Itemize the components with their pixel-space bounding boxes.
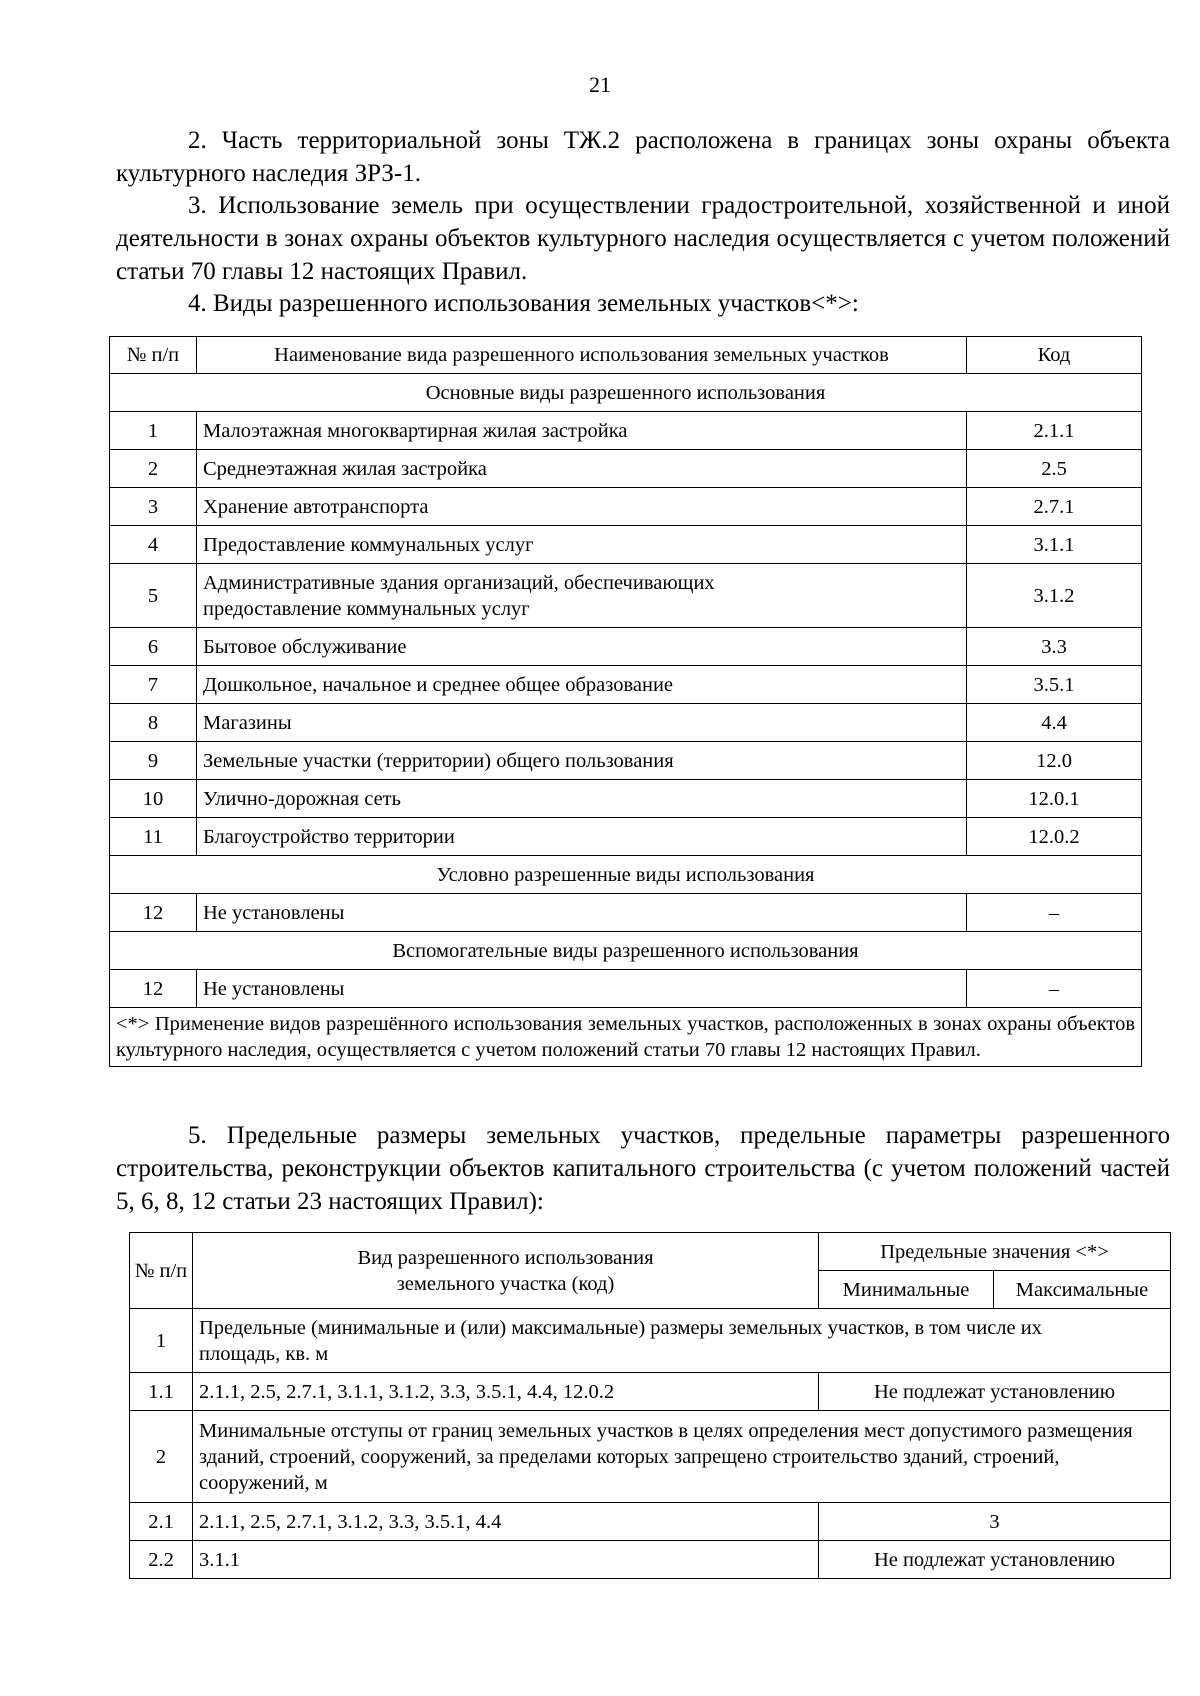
land-use-types-table bbox=[109, 336, 1142, 1067]
row-num: 2.1 bbox=[130, 1503, 193, 1541]
row-code: 4.4 bbox=[967, 704, 1142, 742]
row-name: Благоустройство территории bbox=[197, 818, 967, 856]
header-min: Минимальные bbox=[819, 1271, 994, 1309]
row-value: Не подлежат установлению bbox=[819, 1373, 1171, 1411]
table-row bbox=[110, 450, 1142, 488]
row-code: – bbox=[967, 970, 1142, 1008]
section-row bbox=[110, 932, 1142, 970]
section-auxiliary-title: Вспомогательные виды разрешенного использования bbox=[110, 932, 1142, 970]
row-code: 3.3 bbox=[967, 628, 1142, 666]
paragraph-2-text: 2. Часть территориальной зоны ТЖ.2 расположена в границах зоны охраны объекта культурного наследия ЗРЗ-1. bbox=[116, 127, 1170, 187]
row-text: Минимальные отступы от границ земельных участков в целях определения мест допустимого размещения зданий, строений, сооружений, за пределами которых запрещено строительство зданий, строений, сооружений, м bbox=[193, 1411, 1171, 1503]
paragraph-3-text: 3. Использование земель при осуществлении градостроительной, хозяйственной и иной деятельности в зонах охраны объектов культурного наследия осуществляется с учетом положений статьи 70 главы 12 настоящих Правил. bbox=[116, 192, 1170, 285]
table-row bbox=[130, 1541, 1171, 1579]
row-name: Дошкольное, начальное и среднее общее образование bbox=[197, 666, 967, 704]
table-row bbox=[110, 780, 1142, 818]
row-code: 12.0.1 bbox=[967, 780, 1142, 818]
row-code: 3.1.1 bbox=[967, 526, 1142, 564]
header-num: № п/п bbox=[110, 337, 197, 374]
row-num: 12 bbox=[110, 894, 197, 932]
row-code: – bbox=[967, 894, 1142, 932]
row-text: Предельные (минимальные и (или) максимальные) размеры земельных участков, в том числе их площадь, кв. м bbox=[193, 1309, 1171, 1373]
table-row bbox=[130, 1373, 1171, 1411]
row-num: 5 bbox=[110, 564, 197, 628]
row-num: 9 bbox=[110, 742, 197, 780]
row-code: 3.5.1 bbox=[967, 666, 1142, 704]
section-row bbox=[110, 374, 1142, 412]
row-num: 1.1 bbox=[130, 1373, 193, 1411]
row-name: Земельные участки (территории) общего пользования bbox=[197, 742, 967, 780]
row-code: 12.0.2 bbox=[967, 818, 1142, 856]
row-name: Малоэтажная многоквартирная жилая застройка bbox=[197, 412, 967, 450]
limits-table bbox=[129, 1232, 1171, 1579]
row-num: 4 bbox=[110, 526, 197, 564]
row-code: 12.0 bbox=[967, 742, 1142, 780]
row-name: Бытовое обслуживание bbox=[197, 628, 967, 666]
table-row bbox=[110, 742, 1142, 780]
table-row bbox=[130, 1309, 1171, 1373]
row-name: Хранение автотранспорта bbox=[197, 488, 967, 526]
table-row bbox=[110, 412, 1142, 450]
table-header-row bbox=[130, 1233, 1171, 1271]
table-row bbox=[110, 526, 1142, 564]
paragraph-4 bbox=[116, 287, 1170, 320]
table-row bbox=[110, 704, 1142, 742]
row-name: Среднеэтажная жилая застройка bbox=[197, 450, 967, 488]
note-row bbox=[110, 1008, 1142, 1067]
row-num: 1 bbox=[130, 1309, 193, 1373]
paragraph-5 bbox=[116, 1119, 1170, 1218]
table-row bbox=[110, 564, 1142, 628]
row-num: 3 bbox=[110, 488, 197, 526]
table-row bbox=[110, 970, 1142, 1008]
table-row bbox=[110, 628, 1142, 666]
row-name: Не установлены bbox=[197, 894, 967, 932]
row-value: Не подлежат установлению bbox=[819, 1541, 1171, 1579]
row-num: 1 bbox=[110, 412, 197, 450]
header-code: Код bbox=[967, 337, 1142, 374]
row-code: 2.5 bbox=[967, 450, 1142, 488]
section-row bbox=[110, 856, 1142, 894]
row-num: 6 bbox=[110, 628, 197, 666]
table-row bbox=[110, 488, 1142, 526]
row-num: 12 bbox=[110, 970, 197, 1008]
table-header-row bbox=[110, 337, 1142, 374]
row-code: 3.1.2 bbox=[967, 564, 1142, 628]
row-num: 2 bbox=[130, 1411, 193, 1503]
row-name: Не установлены bbox=[197, 970, 967, 1008]
row-num: 7 bbox=[110, 666, 197, 704]
row-num: 2 bbox=[110, 450, 197, 488]
row-num: 2.2 bbox=[130, 1541, 193, 1579]
section-main-title: Основные виды разрешенного использования bbox=[110, 374, 1142, 412]
header-kind: Вид разрешенного использования земельного участка (код) bbox=[193, 1233, 819, 1309]
paragraph-5-text: 5. Предельные размеры земельных участков, предельные параметры разрешенного строительства, реконструкции объектов капитального строительства (с учетом положений частей 5, 6, 8, 12 статьи 23 настоящих Правил): bbox=[116, 1122, 1170, 1215]
section-conditional-title: Условно разрешенные виды использования bbox=[110, 856, 1142, 894]
table-row bbox=[110, 818, 1142, 856]
table-row bbox=[110, 894, 1142, 932]
paragraph-2 bbox=[116, 124, 1170, 190]
paragraph-3 bbox=[116, 189, 1170, 288]
header-limits: Предельные значения <*> bbox=[819, 1233, 1171, 1271]
table-note: <*> Применение видов разрешённого использования земельных участков, расположенных в зонах охраны объектов культурного наследия, осуществляется с учетом положений статьи 70 главы 12 настоящих Правил. bbox=[110, 1008, 1142, 1067]
row-code: 2.1.1 bbox=[967, 412, 1142, 450]
paragraph-4-text: 4. Виды разрешенного использования земельных участков<*>: bbox=[188, 290, 859, 317]
row-name: Административные здания организаций, обеспечивающих предоставление коммунальных услуг bbox=[197, 564, 967, 628]
row-name: Предоставление коммунальных услуг bbox=[197, 526, 967, 564]
row-codes: 2.1.1, 2.5, 2.7.1, 3.1.2, 3.3, 3.5.1, 4.4 bbox=[193, 1503, 819, 1541]
row-num: 10 bbox=[110, 780, 197, 818]
header-num: № п/п bbox=[130, 1233, 193, 1309]
page-number: 21 bbox=[589, 72, 611, 97]
row-name: Магазины bbox=[197, 704, 967, 742]
header-max: Максимальные bbox=[994, 1271, 1171, 1309]
row-codes: 2.1.1, 2.5, 2.7.1, 3.1.1, 3.1.2, 3.3, 3.5.1, 4.4, 12.0.2 bbox=[193, 1373, 819, 1411]
table-row bbox=[130, 1411, 1171, 1503]
row-value: 3 bbox=[819, 1503, 1171, 1541]
table-row bbox=[130, 1503, 1171, 1541]
header-name: Наименование вида разрешенного использования земельных участков bbox=[197, 337, 967, 374]
row-num: 11 bbox=[110, 818, 197, 856]
row-codes: 3.1.1 bbox=[193, 1541, 819, 1579]
row-code: 2.7.1 bbox=[967, 488, 1142, 526]
table-row bbox=[110, 666, 1142, 704]
row-num: 8 bbox=[110, 704, 197, 742]
row-name: Улично-дорожная сеть bbox=[197, 780, 967, 818]
